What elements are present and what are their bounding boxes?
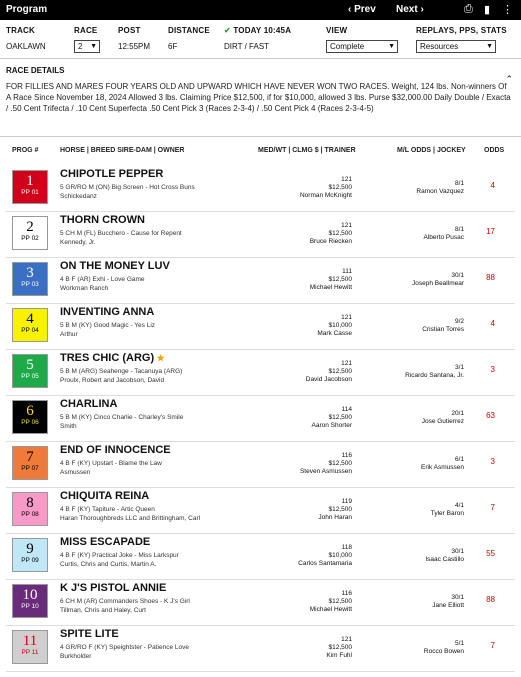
divider bbox=[0, 136, 521, 137]
owner: Curtis, Chris and Curtis, Martin A. bbox=[60, 561, 157, 568]
morning-line-odds: 30/1 bbox=[451, 272, 464, 279]
check-circle-icon: ✔ bbox=[224, 26, 231, 35]
post-position: PP 02 bbox=[21, 235, 39, 242]
column-med: MED/WT | CLMG $ | TRAINER bbox=[258, 147, 356, 154]
post-position: PP 08 bbox=[21, 511, 39, 518]
trainer: Steven Asmussen bbox=[299, 468, 352, 475]
horse-name: INVENTING ANNA bbox=[60, 306, 155, 318]
claiming-price: $12,500 bbox=[328, 414, 352, 421]
horse-name: ON THE MONEY LUV bbox=[60, 260, 170, 272]
morning-line-odds: 3/1 bbox=[454, 364, 464, 371]
entry-row[interactable] bbox=[6, 258, 515, 304]
program-number-badge bbox=[12, 262, 48, 296]
view-select[interactable] bbox=[326, 40, 398, 53]
chevron-down-icon: ▼ bbox=[90, 43, 97, 50]
owner: Tillman, Chris and Haley, Curt bbox=[60, 607, 146, 614]
replays-label: REPLAYS, PPS, STATS bbox=[416, 26, 507, 35]
live-odds: 17 bbox=[486, 227, 495, 236]
program-number: 9 bbox=[26, 541, 34, 557]
owner: Arthur bbox=[60, 331, 78, 338]
program-number-badge bbox=[12, 446, 48, 480]
live-odds: 4 bbox=[490, 319, 495, 328]
morning-line-odds: 8/1 bbox=[454, 226, 464, 233]
breed-sire-dam: 5 GR/RO M (ON) Big Screen - Hot Cross Buns bbox=[60, 184, 195, 191]
live-odds: 88 bbox=[486, 273, 495, 282]
breed-sire-dam: 5 CH M (FL) Bucchero - Cause for Repent bbox=[60, 230, 182, 237]
trainer: Mark Casse bbox=[317, 330, 352, 337]
resources-select-value: Resources bbox=[420, 42, 459, 51]
prev-button[interactable] bbox=[348, 4, 376, 15]
track-label: TRACK bbox=[6, 26, 35, 35]
program-number: 4 bbox=[26, 311, 34, 327]
program-number-badge bbox=[12, 400, 48, 434]
race-details bbox=[6, 66, 511, 114]
jockey: Ramon Vazquez bbox=[416, 188, 464, 195]
view-label: VIEW bbox=[326, 26, 348, 35]
race-select[interactable] bbox=[74, 40, 100, 53]
live-odds: 3 bbox=[490, 365, 495, 374]
trainer: John Haran bbox=[318, 514, 352, 521]
program-number: 2 bbox=[26, 219, 34, 235]
horse-name-link[interactable] bbox=[60, 168, 163, 180]
chevron-down-icon: ▼ bbox=[388, 43, 395, 50]
program-number: 3 bbox=[26, 265, 34, 281]
trainer: Aaron Shorter bbox=[311, 422, 352, 429]
program-number-badge bbox=[12, 584, 48, 618]
live-odds: 63 bbox=[486, 411, 495, 420]
weight: 116 bbox=[341, 590, 352, 597]
weight: 121 bbox=[341, 176, 352, 183]
horse-name: END OF INNOCENCE bbox=[60, 444, 171, 456]
race-label: RACE bbox=[74, 26, 98, 35]
horse-name-link[interactable] bbox=[60, 582, 166, 594]
program-number: 11 bbox=[22, 633, 38, 649]
breed-sire-dam: 5 B M (ARG) Seahenge - Tacanuya (ARG) bbox=[60, 368, 183, 375]
track-value: OAKLAWN bbox=[6, 42, 46, 51]
program-number-badge bbox=[12, 492, 48, 526]
page-title: Program bbox=[6, 4, 48, 15]
horse-name-link[interactable] bbox=[60, 444, 171, 456]
post-position: PP 03 bbox=[21, 281, 39, 288]
claiming-price: $12,500 bbox=[328, 276, 352, 283]
program-number-badge bbox=[12, 354, 48, 388]
horse-name: K J'S PISTOL ANNIE bbox=[60, 582, 167, 594]
post-position: PP 06 bbox=[21, 419, 39, 426]
column-ml: M/L ODDS | JOCKEY bbox=[397, 147, 466, 154]
breed-sire-dam: 5 B M (KY) Cinco Charlie - Charley's Smile bbox=[60, 414, 184, 421]
program-number: 8 bbox=[26, 495, 34, 511]
trainer: Michael Hewitt bbox=[309, 606, 352, 613]
entry-row[interactable] bbox=[6, 534, 515, 580]
horse-name-link[interactable] bbox=[60, 260, 170, 272]
morning-line-odds: 20/1 bbox=[451, 410, 464, 417]
weight: 111 bbox=[342, 268, 352, 275]
program-number: 5 bbox=[26, 357, 34, 373]
horse-name: CHIPOTLE PEPPER bbox=[60, 168, 164, 180]
breed-sire-dam: 4 B F (KY) Tapiture - Artic Queen bbox=[60, 506, 155, 513]
horse-name: CHARLINA bbox=[60, 398, 118, 410]
bookmark-icon[interactable]: ▮ bbox=[484, 4, 491, 16]
morning-line-odds: 4/1 bbox=[454, 502, 464, 509]
weight: 121 bbox=[341, 314, 352, 321]
entry-row[interactable] bbox=[6, 442, 515, 488]
program-number: 1 bbox=[26, 173, 34, 189]
breed-sire-dam: 6 CH M (AR) Commanders Shoes - K J's Girl bbox=[60, 598, 190, 605]
print-icon[interactable]: ⎙ bbox=[464, 3, 473, 15]
entry-row[interactable] bbox=[6, 396, 515, 442]
live-odds: 3 bbox=[490, 457, 495, 466]
weight: 121 bbox=[341, 636, 352, 643]
program-number: 6 bbox=[26, 403, 34, 419]
claiming-price: $12,500 bbox=[328, 460, 352, 467]
owner: Haran Thoroughbreds LLC and Brittingham, Carl bbox=[60, 515, 201, 522]
jockey: Cristian Torres bbox=[422, 326, 464, 333]
chevron-down-icon: ▼ bbox=[486, 43, 493, 50]
weight: 119 bbox=[341, 498, 352, 505]
weight: 121 bbox=[341, 360, 352, 367]
morning-line-odds: 30/1 bbox=[451, 548, 464, 555]
jockey: Erik Asmussen bbox=[421, 464, 464, 471]
jockey: Tyler Baron bbox=[430, 510, 464, 517]
trainer: Carlos Santamaria bbox=[298, 560, 352, 567]
star-icon: ★ bbox=[154, 353, 165, 363]
menu-icon[interactable]: ⋮ bbox=[502, 4, 513, 16]
live-odds: 55 bbox=[486, 549, 495, 558]
entry-row[interactable] bbox=[6, 350, 515, 396]
horse-name-link[interactable] bbox=[60, 398, 117, 410]
post-position: PP 05 bbox=[21, 373, 39, 380]
horse-name-link[interactable] bbox=[60, 628, 119, 640]
jockey: Alberto Pusac bbox=[423, 234, 464, 241]
post-position: PP 09 bbox=[21, 557, 39, 564]
breed-sire-dam: 4 B F (KY) Practical Joke - Miss Larkspur bbox=[60, 552, 179, 559]
claiming-price: $12,500 bbox=[328, 644, 352, 651]
weight: 118 bbox=[341, 544, 352, 551]
jockey: Jane Elliott bbox=[432, 602, 464, 609]
owner: Smith bbox=[60, 423, 77, 430]
morning-line-odds: 8/1 bbox=[454, 180, 464, 187]
prev-label: Prev bbox=[354, 4, 376, 15]
morning-line-odds: 6/1 bbox=[454, 456, 464, 463]
horse-name: THORN CROWN bbox=[60, 214, 145, 226]
horse-name-link[interactable] bbox=[60, 352, 165, 364]
breed-sire-dam: 4 B F (KY) Upstart - Blame the Law bbox=[60, 460, 162, 467]
top-bar bbox=[0, 0, 521, 20]
horse-name-link[interactable] bbox=[60, 214, 145, 226]
trainer: Michael Hewitt bbox=[309, 284, 352, 291]
morning-line-odds: 30/1 bbox=[451, 594, 464, 601]
divider bbox=[0, 58, 521, 59]
entry-row[interactable] bbox=[6, 304, 515, 350]
jockey: Isaac Castillo bbox=[425, 556, 464, 563]
owner: Asmussen bbox=[60, 469, 91, 476]
trainer: Norman McKnight bbox=[299, 192, 352, 199]
jockey: Ricardo Santana, Jr. bbox=[405, 372, 464, 379]
owner: Burkholder bbox=[60, 653, 92, 660]
horse-name: CHIQUITA REINA bbox=[60, 490, 150, 502]
race-details-text: FOR FILLIES AND MARES FOUR YEARS OLD AND UPWARD WHICH HAVE NEVER WON TWO RACES. Weight, 124 lbs. Non-winners Of A Race Since November 18, 2024 Allowed 3 lbs. Claiming Price $12,500, if for $10,000, allowed 3 lbs. Purse $32,000.00 Daily Double / Exacta / .50 Cent Trifecta / .10 Cent Superfecta .50 Cent Pick 3 (Races 2-3-4) / .50 Cent Pick 4 (Races 2-3-4-5) bbox=[6, 82, 511, 113]
resources-select[interactable] bbox=[416, 40, 496, 53]
program-number-badge bbox=[12, 216, 48, 250]
post-position: PP 01 bbox=[21, 189, 39, 196]
program-number: 7 bbox=[26, 449, 34, 465]
horse-name: SPITE LITE bbox=[60, 628, 119, 640]
post-position: PP 04 bbox=[21, 327, 39, 334]
breed-sire-dam: 4 B F (AR) Exhi - Love Game bbox=[60, 276, 145, 283]
entry-row[interactable] bbox=[6, 580, 515, 626]
morning-line-odds: 9/2 bbox=[454, 318, 464, 325]
next-button[interactable] bbox=[396, 4, 424, 15]
race-header bbox=[6, 26, 521, 56]
today-time bbox=[224, 26, 291, 35]
claiming-price: $12,500 bbox=[328, 184, 352, 191]
owner: Schickedanz bbox=[60, 193, 97, 200]
horse-name: MISS ESCAPADE bbox=[60, 536, 151, 548]
jockey: Jose Gutierrez bbox=[421, 418, 464, 425]
race-select-value: 2 bbox=[78, 42, 83, 51]
horse-name-link[interactable] bbox=[60, 490, 149, 502]
entry-row[interactable] bbox=[6, 166, 515, 212]
distance-label: DISTANCE bbox=[168, 26, 210, 35]
view-select-value: Complete bbox=[330, 42, 365, 51]
weight: 121 bbox=[341, 222, 352, 229]
post-position: PP 10 bbox=[21, 603, 39, 610]
owner: Workman Ranch bbox=[60, 285, 109, 292]
live-odds: 7 bbox=[490, 641, 495, 650]
program-number-badge bbox=[12, 308, 48, 342]
claiming-price: $12,500 bbox=[328, 368, 352, 375]
chevron-left-icon: ‹ bbox=[348, 4, 352, 15]
horse-name: TRES CHIC (ARG) bbox=[60, 352, 155, 364]
claiming-price: $12,500 bbox=[328, 598, 352, 605]
next-label: Next bbox=[396, 4, 418, 15]
program-number-badge bbox=[12, 630, 48, 664]
program-number: 10 bbox=[22, 587, 38, 603]
post-value: 12:55PM bbox=[118, 42, 151, 51]
entry-row[interactable] bbox=[6, 626, 515, 672]
program-number-badge bbox=[12, 538, 48, 572]
entry-row[interactable] bbox=[6, 488, 515, 534]
owner: Proulx, Robert and Jacobson, David bbox=[60, 377, 165, 384]
jockey: Rocco Bowen bbox=[423, 648, 464, 655]
post-label: POST bbox=[118, 26, 141, 35]
live-odds: 4 bbox=[490, 181, 495, 190]
column-odds: ODDS bbox=[484, 147, 505, 154]
morning-line-odds: 5/1 bbox=[454, 640, 464, 647]
jockey: Joseph Beallmear bbox=[411, 280, 464, 287]
weight: 114 bbox=[341, 406, 352, 413]
breed-sire-dam: 5 B M (KY) Good Magic - Yes Liz bbox=[60, 322, 156, 329]
horse-name-link[interactable] bbox=[60, 536, 150, 548]
breed-sire-dam: 4 GR/RO F (KY) Speightster - Patience Love bbox=[60, 644, 189, 651]
post-position: PP 07 bbox=[21, 465, 39, 472]
claiming-price: $12,500 bbox=[328, 506, 352, 513]
program-number-badge bbox=[12, 170, 48, 204]
today-label: TODAY 10:45A bbox=[233, 26, 292, 35]
surface-value: DIRT / FAST bbox=[224, 42, 270, 51]
horse-name-link[interactable] bbox=[60, 306, 154, 318]
weight: 116 bbox=[341, 452, 352, 459]
column-horse: HORSE | BREED SIRE-DAM | OWNER bbox=[60, 147, 185, 154]
race-details-heading: RACE DETAILS bbox=[6, 66, 65, 75]
claiming-price: $10,000 bbox=[328, 552, 352, 559]
trainer: Kim Fuhl bbox=[326, 652, 352, 659]
collapse-icon[interactable]: ⌃ bbox=[505, 74, 513, 84]
live-odds: 88 bbox=[486, 595, 495, 604]
distance-value: 6F bbox=[168, 42, 178, 51]
claiming-price: $12,500 bbox=[328, 230, 352, 237]
post-position: PP 11 bbox=[21, 649, 39, 656]
live-odds: 7 bbox=[490, 503, 495, 512]
chevron-right-icon: › bbox=[420, 4, 424, 15]
claiming-price: $10,000 bbox=[328, 322, 352, 329]
entry-row[interactable] bbox=[6, 212, 515, 258]
trainer: David Jacobson bbox=[305, 376, 352, 383]
trainer: Bruce Riecken bbox=[309, 238, 352, 245]
owner: Kennedy, Jr. bbox=[60, 239, 96, 246]
column-prog: PROG # bbox=[12, 147, 39, 154]
